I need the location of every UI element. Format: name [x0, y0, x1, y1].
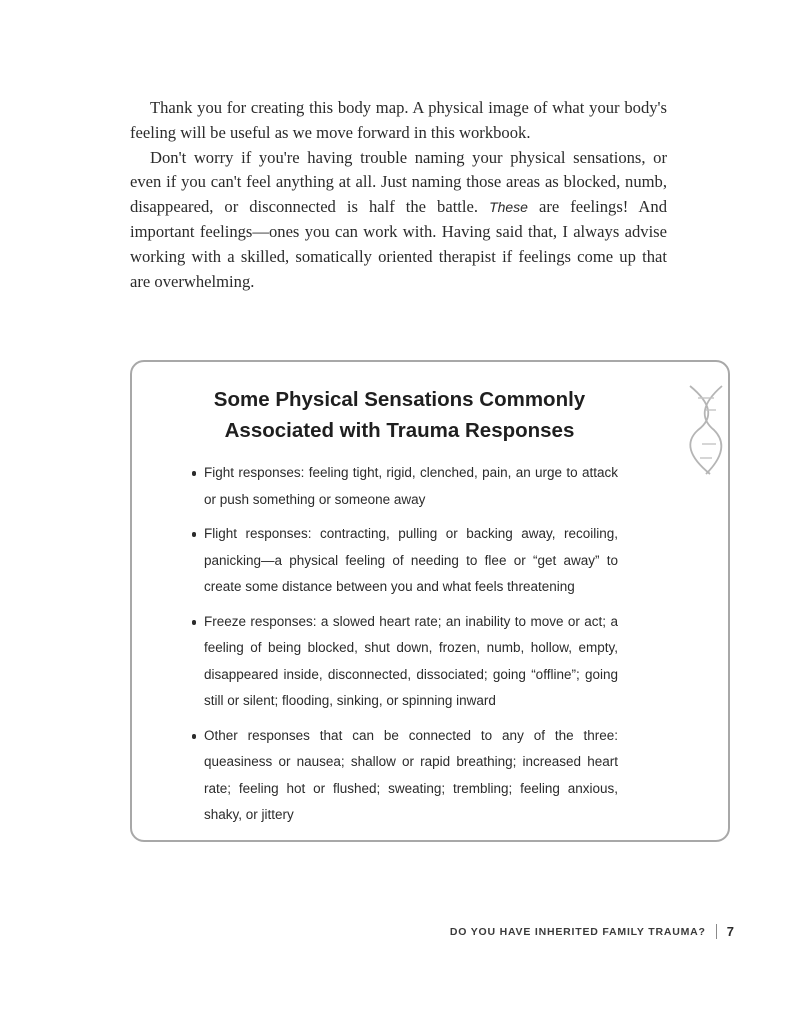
sidebar-title-line-1: Some Physical Sensations Commonly: [213, 388, 586, 411]
page-number: 7: [726, 924, 734, 939]
paragraph-2: [130, 146, 667, 295]
bullet-list: [204, 460, 618, 837]
sidebar-box: [130, 360, 730, 842]
bullet-other: Other responses that can be connected to any of the three: queasiness or nausea; shallow or rapid breathing; increased heart rate; feeling hot or flushed; sweating; trembling; feeling anxious, shaky, or jittery: [204, 723, 618, 829]
running-head: DO YOU HAVE INHERITED FAMILY TRAUMA?: [449, 925, 706, 938]
page-footer: [450, 924, 734, 939]
body-text: [130, 96, 667, 294]
bullet-fight: Fight responses: feeling tight, rigid, clenched, pain, an urge to attack or push something or someone away: [204, 460, 618, 513]
footer-divider: [716, 924, 717, 939]
dna-helix-icon: [686, 382, 726, 478]
paragraph-2-start: Don't worry if you're having trouble naming your physical sensations, or even if you can't feel anything at all. Just naming those areas as blocked, numb, disappeared, or disconnected is half the battle.: [130, 147, 667, 217]
paragraph-1: Thank you for creating this body map. A physical image of what your body's feeling will be useful as we move forward in this workbook.: [130, 98, 667, 142]
paragraph-2-end: are feelings! And important feelings—ones you can work with. Having said that, I always advise working with a skilled, somatically oriented therapist if feelings come up that are overwhelming.: [130, 197, 667, 291]
bullet-freeze: Freeze responses: a slowed heart rate; an inability to move or act; a feeling of being blocked, shut down, frozen, numb, hollow, empty, disappeared inside, disconnected, dissociated; going “offline”; going still or silent; flooding, sinking, or spinning inward: [204, 609, 618, 715]
sidebar-title: [132, 384, 667, 446]
paragraph-2-emphasis: These: [489, 199, 528, 216]
bullet-flight: Flight responses: contracting, pulling or backing away, recoiling, panicking—a physical feeling of needing to flee or “get away” to create some distance between you and what feels threatening: [204, 521, 618, 601]
sidebar-title-line-2: Associated with Trauma Responses: [224, 419, 575, 442]
